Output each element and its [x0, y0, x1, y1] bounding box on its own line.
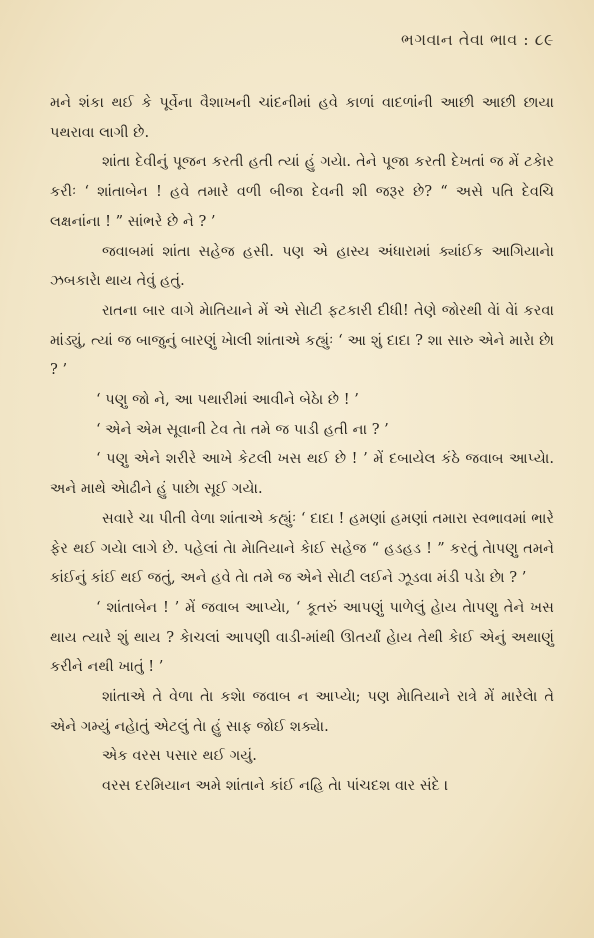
paragraph: ‘ એને એમ સૂવાની ટેવ તેા તમે જ પાડી હતી ના ? ’ [96, 420, 389, 438]
page-body [50, 88, 554, 801]
paragraph: શાંતા દેવીનું પૂજન કરતી હતી ત્યાં હું ગયેા. તેને પૂજા કરતી દેખતાં જ મેં ટકેાર કરીઃ ‘ શાંતાબેન ! હવે તમારે વળી બીજા દેવની શી જરૂર છે? “ અસે પતિ દેવચિ લક્ષનાંના ! ” સાંભરે છે ને ? ’ [50, 153, 554, 230]
paragraph: ‘ શાંતાબેન ! ’ મેં જવાબ આપ્યેા, ‘ કૂતરું આપણું પાળેલું હેાય તેાપણુ તેને ખસ થાય ત્યારે શું થાય ? કેાચલાં આપણી વાડી-માંથી ઊતર્યાં હેાય તેથી કેાઈ એનું અથાણું કરીને નથી ખાતું ! ’ [50, 598, 554, 676]
paragraph: ‘ પણુ જો ને, આ પથારીમાં આવીને બેઠેા છે ! ’ [96, 391, 359, 409]
running-head: ભગવાન તેવા ભાવ : ૮૯ [401, 30, 554, 49]
paragraph: વરસ દરમિયાન અમે શાંતાને કાંઈ નહિ તેા પાંચદશ વાર સંદે । [102, 777, 449, 795]
paragraph: જવાબમાં શાંતા સહેજ હસી. પણ એ હાસ્ય અંધારામાં ક્યાંઈક આગિયાનેા ઝબકારેા થાય તેવું હતું. [50, 242, 554, 290]
paragraph: રાતના બાર વાગે મેાતિયાને મેં એ સેાટી ફટકારી દીધી! તેણે જોરથી વેાં વેાં કરવા માંડ્યું, ત્યાં જ બાજુનું બારણું ખેાલી શાંતાએ કહ્યુંઃ ‘ આ શું દાદા ? શા સારુ એને મારેા છેા ? ’ [50, 301, 554, 379]
paragraph: ‘ પણુ એને શરીરે આખે કેટલી ખસ થઈ છે ! ’ મેં દબાયેલ કંઠે જવાબ આપ્યેા. અને માથે એાઢીને હું પાછેા સૂઈ ગયેા. [50, 450, 554, 498]
paragraph: મને શંકા થઈ કે પૂર્વેના વૈશાખની ચાંદનીમાં હવે કાળાં વાદળાંની આછી આછી છાયા પથરાવા લાગી છે. [50, 94, 554, 141]
paragraph: એક વરસ પસાર થઈ ગયું. [102, 747, 257, 765]
paragraph: સવારે ચા પીતી વેળા શાંતાએ કહ્યુંઃ ‘ દાદા ! હમણાં હમણાં તમારા સ્વભાવમાં ભારે ફેર થઈ ગયેા લાગે છે. પહેલાં તેા મેાતિયાને કેાઈ સહેજ “ હડહડ ! ” કરતું તેાપણુ તમને કાંઈનું કાંઈ થઈ જતું, અને હવે તેા તમે જ એને સેાટી લઈને ઝૂડવા મંડી પડેા છેા ? ’ [50, 509, 554, 587]
paragraph: શાંતાએ તે વેળા તેા કશેા જવાબ ન આપ્યેા; પણ મેાતિયાને રાત્રે મેં મારેલેા તે એને ગમ્યું નહેાતું એટલું તેા હું સાફ જોઈ શક્યેા. [50, 688, 554, 735]
